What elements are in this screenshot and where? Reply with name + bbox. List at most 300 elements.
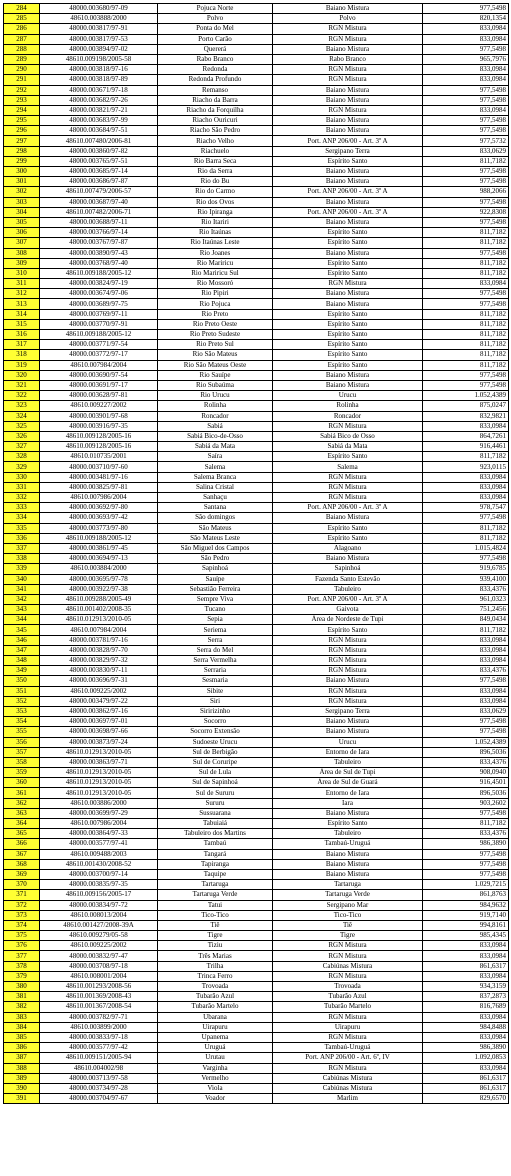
reference-stream-cell: RGN Mistura [273,472,423,482]
price-value-cell: 1.029,7215 [423,880,509,890]
reference-stream-cell: Área de Nordeste de Tupi [273,615,423,625]
process-number-cell: 48000.003700/97-14 [40,869,158,879]
row-number-cell: 296 [4,126,40,136]
price-value-cell: 977,5498 [423,299,509,309]
process-number-cell: 48000.003694/97-13 [40,554,158,564]
row-number-cell: 340 [4,574,40,584]
price-value-cell: 833,0984 [423,1032,509,1042]
row-number-cell: 290 [4,65,40,75]
process-number-cell: 48000.003818/97-16 [40,65,158,75]
field-name-cell: Rio Pojuca [158,299,273,309]
table-row [4,146,509,156]
process-number-cell: 48000.003863/97-71 [40,757,158,767]
process-number-cell: 48000.003479/97-22 [40,696,158,706]
process-number-cell: 48000.003835/97-35 [40,880,158,890]
price-value-cell: 829,6570 [423,1094,509,1104]
reference-stream-cell: RGN Mistura [273,105,423,115]
price-value-cell: 833,0984 [423,472,509,482]
row-number-cell: 375 [4,931,40,941]
field-name-cell: Rio São Mateus [158,350,273,360]
table-row [4,880,509,890]
table-row [4,778,509,788]
table-row [4,1002,509,1012]
table-row [4,554,509,564]
field-name-cell: Tangará [158,849,273,859]
price-value-cell: 875,0247 [423,401,509,411]
reference-stream-cell: Baiano Mistura [273,177,423,187]
process-number-cell: 48610.004002/98 [40,1063,158,1073]
reference-stream-cell: Espírito Santo [273,625,423,635]
process-number-cell: 48610.003888/2000 [40,14,158,24]
field-name-cell: Tambaú [158,839,273,849]
field-name-cell: Sapinhoá [158,564,273,574]
field-name-cell: Tabuiaiá [158,819,273,829]
reference-stream-cell: Salema [273,462,423,472]
row-number-cell: 319 [4,360,40,370]
reference-stream-cell: Port. ANP 206/00 - Art. 3º A [273,503,423,513]
reference-stream-cell: RGN Mistura [273,421,423,431]
table-row [4,1022,509,1032]
reference-stream-cell: Baiano Mistura [273,513,423,523]
process-number-cell: 48000.003765/97-51 [40,156,158,166]
process-number-cell: 48000.003781/97-16 [40,635,158,645]
price-value-cell: 977,5498 [423,85,509,95]
reference-stream-cell: RGN Mistura [273,941,423,951]
price-value-cell: 977,5498 [423,95,509,105]
table-row [4,197,509,207]
reference-stream-cell: RGN Mistura [273,951,423,961]
process-number-cell: 48610.001367/2008-54 [40,1002,158,1012]
reference-stream-cell: Espírito Santo [273,340,423,350]
price-value-cell: 1.092,0853 [423,1053,509,1063]
reference-stream-cell: Baiano Mistura [273,676,423,686]
table-row [4,187,509,197]
reference-stream-cell: Tubarão Azul [273,992,423,1002]
process-number-cell: 48000.003773/97-80 [40,523,158,533]
process-number-cell: 48000.003834/97-72 [40,900,158,910]
price-value-cell: 833,0629 [423,706,509,716]
reference-stream-cell: Tabuleiro [273,757,423,767]
row-number-cell: 336 [4,533,40,543]
reference-stream-cell: Área de Sul de Tupi [273,768,423,778]
field-name-cell: Siririzinho [158,706,273,716]
table-row [4,717,509,727]
process-number-cell: 48000.003697/97-01 [40,717,158,727]
table-row [4,116,509,126]
field-name-cell: Sul de Berbigão [158,747,273,757]
reference-stream-cell: Roncador [273,411,423,421]
price-value-cell: 833,0984 [423,1063,509,1073]
price-value-cell: 832,9821 [423,411,509,421]
price-value-cell: 965,7976 [423,54,509,64]
field-name-cell: Rio Itariri [158,217,273,227]
table-row [4,1063,509,1073]
table-row [4,788,509,798]
process-number-cell: 48000.003817/97-53 [40,34,158,44]
price-value-cell: 977,5498 [423,167,509,177]
price-value-cell: 837,2873 [423,992,509,1002]
table-row [4,493,509,503]
reference-stream-cell: Port. ANP 206/00 - Art. 3º A [273,207,423,217]
document-page [3,3,508,1104]
process-number-cell: 48000.003770/97-91 [40,319,158,329]
reference-stream-cell: Área de Sul de Guará [273,778,423,788]
reference-stream-cell: Uirapuru [273,1022,423,1032]
process-number-cell: 48610.007986/2004 [40,819,158,829]
process-number-cell: 48000.003699/97-29 [40,808,158,818]
table-row [4,65,509,75]
table-row [4,279,509,289]
price-value-cell: 977,5498 [423,727,509,737]
field-name-cell: Rio do Carmo [158,187,273,197]
price-value-cell: 977,5498 [423,869,509,879]
price-value-cell: 811,7182 [423,238,509,248]
field-name-cell: Polvo [158,14,273,24]
table-row [4,951,509,961]
row-number-cell: 328 [4,452,40,462]
field-name-cell: Upanema [158,1032,273,1042]
process-number-cell: 48000.003873/97-24 [40,737,158,747]
reference-stream-cell: Espírito Santo [273,238,423,248]
reference-stream-cell: Rabo Branco [273,54,423,64]
row-number-cell: 321 [4,380,40,390]
process-number-cell: 48610.009188/2005-12 [40,268,158,278]
field-name-cell: Trinca Ferro [158,971,273,981]
reference-stream-cell: Marlim [273,1094,423,1104]
table-row [4,900,509,910]
price-value-cell: 811,7182 [423,360,509,370]
field-name-cell: Redonda [158,65,273,75]
reference-stream-cell: Baiano Mistura [273,727,423,737]
field-name-cell: Sul de Sapinhoá [158,778,273,788]
field-name-cell: Sebastião Ferreira [158,584,273,594]
price-value-cell: 833,0984 [423,645,509,655]
reference-stream-cell: Espírito Santo [273,156,423,166]
process-number-cell: 48610.001369/2008-43 [40,992,158,1002]
row-number-cell: 332 [4,493,40,503]
row-number-cell: 334 [4,513,40,523]
reference-stream-cell: Cabiúnas Mistura [273,961,423,971]
reference-stream-cell: RGN Mistura [273,1032,423,1042]
field-name-cell: Quererá [158,44,273,54]
price-value-cell: 977,5498 [423,849,509,859]
table-row [4,839,509,849]
table-row [4,829,509,839]
price-value-cell: 811,7182 [423,258,509,268]
row-number-cell: 350 [4,676,40,686]
field-name-cell: Sibite [158,686,273,696]
reference-stream-cell: Tambaú-Uruguá [273,1043,423,1053]
field-name-cell: Rio Itaúnas [158,228,273,238]
row-number-cell: 320 [4,370,40,380]
row-number-cell: 364 [4,819,40,829]
price-value-cell: 984,9632 [423,900,509,910]
row-number-cell: 360 [4,778,40,788]
reference-stream-cell: Sabiá Bico de Osso [273,431,423,441]
process-number-cell: 48000.003769/97-11 [40,309,158,319]
reference-stream-cell: Sapinhoá [273,564,423,574]
field-name-cell: São Mateus [158,523,273,533]
table-row [4,564,509,574]
table-row [4,411,509,421]
reference-stream-cell: Tabuleiro [273,829,423,839]
row-number-cell: 316 [4,330,40,340]
process-number-cell: 48000.003693/97-42 [40,513,158,523]
table-row [4,248,509,258]
field-name-cell: Sul de Coruripe [158,757,273,767]
table-row [4,309,509,319]
row-number-cell: 361 [4,788,40,798]
table-row [4,574,509,584]
table-row [4,737,509,747]
reference-stream-cell: Baiano Mistura [273,95,423,105]
table-row [4,533,509,543]
reference-stream-cell: Entorno de Iara [273,747,423,757]
field-name-cell: Rio Urucu [158,391,273,401]
field-name-cell: Trilha [158,961,273,971]
field-name-cell: Ponta do Mel [158,24,273,34]
process-number-cell: 48000.003713/97-58 [40,1073,158,1083]
reference-stream-cell: Espírito Santo [273,258,423,268]
price-value-cell: 820,1354 [423,14,509,24]
row-number-cell: 353 [4,706,40,716]
row-number-cell: 368 [4,859,40,869]
row-number-cell: 292 [4,85,40,95]
reference-stream-cell: RGN Mistura [273,971,423,981]
reference-stream-cell: RGN Mistura [273,34,423,44]
row-number-cell: 381 [4,992,40,1002]
reference-stream-cell: Tartaruga [273,880,423,890]
price-value-cell: 811,7182 [423,350,509,360]
reference-stream-cell: RGN Mistura [273,1012,423,1022]
table-row [4,95,509,105]
process-number-cell: 48000.003690/97-54 [40,370,158,380]
process-number-cell: 48610.001402/2008-35 [40,605,158,615]
table-row [4,4,509,14]
table-row [4,472,509,482]
field-name-cell: Tatui [158,900,273,910]
field-name-cell: Rio Mossoró [158,279,273,289]
field-name-cell: Socorro Extensão [158,727,273,737]
reference-stream-cell: Sabiá da Mata [273,442,423,452]
field-name-cell: Seriema [158,625,273,635]
table-row [4,920,509,930]
field-name-cell: Riacho da Forquilha [158,105,273,115]
price-value-cell: 977,5498 [423,859,509,869]
table-row [4,656,509,666]
table-row [4,238,509,248]
reference-stream-cell: Espírito Santo [273,309,423,319]
reference-stream-cell: Baiano Mistura [273,370,423,380]
process-number-cell: 48000.003901/97-68 [40,411,158,421]
table-row [4,961,509,971]
reference-stream-cell: Fazenda Santo Estevão [273,574,423,584]
reference-stream-cell: RGN Mistura [273,482,423,492]
row-number-cell: 318 [4,350,40,360]
row-number-cell: 357 [4,747,40,757]
row-number-cell: 322 [4,391,40,401]
field-name-cell: Tartaruga Verde [158,890,273,900]
field-name-cell: Remanso [158,85,273,95]
field-name-cell: Sul de Lula [158,768,273,778]
price-value-cell: 994,8161 [423,920,509,930]
process-number-cell: 48000.003830/97-11 [40,666,158,676]
reference-stream-cell: Gaivota [273,605,423,615]
process-number-cell: 48000.003828/97-70 [40,645,158,655]
table-row [4,890,509,900]
reference-stream-cell: RGN Mistura [273,645,423,655]
field-name-cell: Urutau [158,1053,273,1063]
row-number-cell: 293 [4,95,40,105]
field-name-cell: Rio Joanes [158,248,273,258]
process-number-cell: 48000.003825/97-81 [40,482,158,492]
process-number-cell: 48000.003688/97-11 [40,217,158,227]
row-number-cell: 331 [4,482,40,492]
row-number-cell: 315 [4,319,40,329]
field-name-cell: Tigre [158,931,273,941]
price-table-body [4,4,509,1104]
reference-stream-cell: Baiano Mistura [273,126,423,136]
reference-stream-cell: RGN Mistura [273,696,423,706]
process-number-cell: 48610.001427/2008-39A [40,920,158,930]
table-row [4,869,509,879]
row-number-cell: 306 [4,228,40,238]
process-number-cell: 48610.012913/2010-05 [40,768,158,778]
process-number-cell: 48000.003684/97-51 [40,126,158,136]
price-value-cell: 816,7689 [423,1002,509,1012]
table-row [4,819,509,829]
reference-stream-cell: Baiano Mistura [273,167,423,177]
price-value-cell: 923,0115 [423,462,509,472]
reference-stream-cell: Baiano Mistura [273,217,423,227]
table-row [4,156,509,166]
price-value-cell: 896,5036 [423,747,509,757]
table-row [4,1073,509,1083]
field-name-cell: Rio Mariricu Sul [158,268,273,278]
reference-stream-cell: Baiano Mistura [273,299,423,309]
field-name-cell: Rio Barra Seca [158,156,273,166]
price-value-cell: 977,5498 [423,4,509,14]
reference-stream-cell: Espírito Santo [273,330,423,340]
table-row [4,1043,509,1053]
process-number-cell: 48000.003862/97-16 [40,706,158,716]
table-row [4,1094,509,1104]
price-value-cell: 934,3159 [423,982,509,992]
price-value-cell: 811,7182 [423,319,509,329]
table-row [4,676,509,686]
reference-stream-cell: RGN Mistura [273,686,423,696]
process-number-cell: 48000.003680/97-09 [40,4,158,14]
reference-stream-cell: Baiano Mistura [273,717,423,727]
process-number-cell: 48610.012913/2010-05 [40,615,158,625]
field-name-cell: Tucano [158,605,273,615]
reference-stream-cell: Espírito Santo [273,350,423,360]
table-row [4,228,509,238]
table-row [4,452,509,462]
field-name-cell: Rio São Mateus Oeste [158,360,273,370]
row-number-cell: 311 [4,279,40,289]
field-name-cell: Salema [158,462,273,472]
price-value-cell: 861,6317 [423,1083,509,1093]
process-number-cell: 48000.003671/97-18 [40,85,158,95]
process-number-cell: 48610.012913/2010-05 [40,788,158,798]
process-number-cell: 48610.009188/2005-12 [40,533,158,543]
process-number-cell: 48000.003698/97-66 [40,727,158,737]
table-row [4,859,509,869]
price-value-cell: 977,5498 [423,197,509,207]
table-row [4,523,509,533]
row-number-cell: 385 [4,1032,40,1042]
row-number-cell: 382 [4,1002,40,1012]
table-row [4,391,509,401]
table-row [4,34,509,44]
field-name-cell: Redonda Profundo [158,75,273,85]
reference-stream-cell: Alagoano [273,543,423,553]
price-value-cell: 751,2456 [423,605,509,615]
table-row [4,85,509,95]
process-number-cell: 48000.003685/97-14 [40,167,158,177]
price-value-cell: 1.015,4824 [423,543,509,553]
row-number-cell: 374 [4,920,40,930]
reference-stream-cell: Tambaú-Uruguá [273,839,423,849]
reference-stream-cell: Espírito Santo [273,533,423,543]
reference-stream-cell: RGN Mistura [273,24,423,34]
price-value-cell: 896,5036 [423,788,509,798]
row-number-cell: 305 [4,217,40,227]
row-number-cell: 346 [4,635,40,645]
table-row [4,401,509,411]
price-value-cell: 922,8308 [423,207,509,217]
process-number-cell: 48610.009198/2005-58 [40,54,158,64]
row-number-cell: 377 [4,951,40,961]
row-number-cell: 289 [4,54,40,64]
process-number-cell: 48610.010735/2001 [40,452,158,462]
row-number-cell: 389 [4,1073,40,1083]
price-value-cell: 833,0984 [423,24,509,34]
reference-stream-cell: Espírito Santo [273,819,423,829]
price-value-cell: 833,0984 [423,279,509,289]
reference-stream-cell: Tico-Tico [273,910,423,920]
reference-stream-cell: Iara [273,798,423,808]
row-number-cell: 333 [4,503,40,513]
process-number-cell: 48610.007480/2006-81 [40,136,158,146]
table-row [4,931,509,941]
reference-stream-cell: Tubarão Martelo [273,1002,423,1012]
table-row [4,258,509,268]
field-name-cell: Rabo Branco [158,54,273,64]
table-row [4,605,509,615]
price-value-cell: 833,4376 [423,584,509,594]
process-number-cell: 48610.009488/2003 [40,849,158,859]
table-row [4,380,509,390]
field-name-cell: Serra [158,635,273,645]
process-number-cell: 48610.007986/2004 [40,493,158,503]
field-name-cell: Rio Itaúnas Leste [158,238,273,248]
field-name-cell: Rolinha [158,401,273,411]
table-row [4,217,509,227]
field-name-cell: Taquipe [158,869,273,879]
process-number-cell: 48000.003628/97-81 [40,391,158,401]
price-value-cell: 1.052,4389 [423,737,509,747]
row-number-cell: 344 [4,615,40,625]
price-value-cell: 861,6317 [423,1073,509,1083]
price-value-cell: 811,7182 [423,228,509,238]
field-name-cell: Sussuarana [158,808,273,818]
field-name-cell: Rio Pipiri [158,289,273,299]
reference-stream-cell: Cabiúnas Mistura [273,1083,423,1093]
process-number-cell: 48610.001430/2008-52 [40,859,158,869]
field-name-cell: Viola [158,1083,273,1093]
